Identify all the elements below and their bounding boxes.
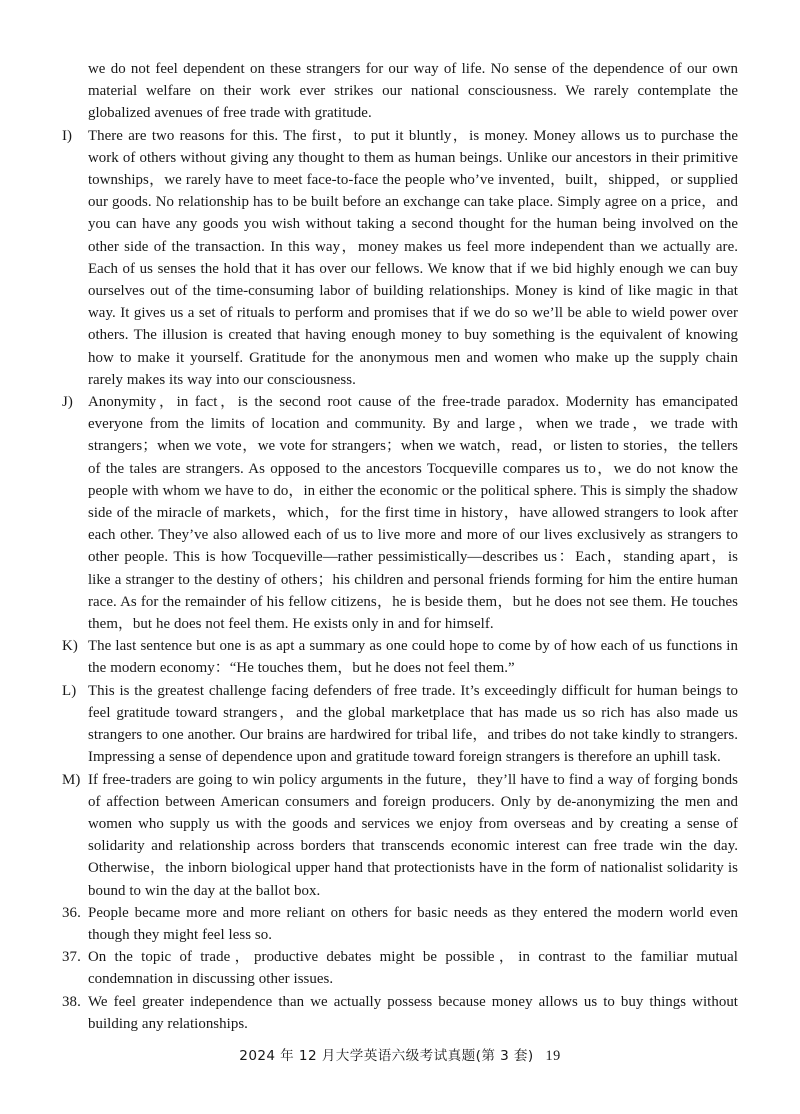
question-text-38: We feel greater independence than we actually possess because money allows us to buy things without building any relationships. [88,993,738,1032]
paragraph-label-i: I) [62,127,73,144]
paragraph-text-j: Anonymity，in fact，is the second root cause of the free-trade paradox. Modernity has emancipated everyone from the limits of location and community. By and large，when we trade，we trade with strangers；when we vote，we vote for strangers；when we watch，read，or listen to stories，the tellers of the tales are strangers. As opposed to the ancestors Tocqueville compares us to，we do not know the people with whom we have to do，in either the economic or the political sphere. This is simply the shadow side of the miracle of markets，which，for the first time in history，have allowed strangers to look after each other. They’ve also allowed each of us to live more and more of our lives exclusively as strangers to other people. This is how Tocqueville—rather pessimistically—describes us：Each，standing apart，is like a stranger to the destiny of others；his children and personal friends forming for him the entire human race. As for the remainder of his fellow citizens，he is beside them，but he does not see them. He touches them，but he does not feel them. He exists only in and for himself. [88,394,738,633]
paragraph-m [62,769,738,902]
question-text-37: On the topic of trade，productive debates might be possible，in contrast to the familiar mutual condemnation in discussing other issues. [88,949,738,988]
footer-page-number: 19 [545,1048,561,1064]
paragraph-continuation [62,58,738,125]
question-number-36: 36. [62,904,81,921]
paragraph-label-k: K) [62,638,78,655]
question-number-38: 38. [62,993,81,1010]
paragraph-label-l: L) [62,682,77,699]
question-item-36 [62,902,738,946]
paragraph-i [62,125,738,391]
paragraph-label-m: M) [62,771,81,788]
paragraph-l [62,680,738,769]
paragraph-text: we do not feel dependent on these strangers for our way of life. No sense of the dependence of our own material welfare on their work ever strikes our national consciousness. We rarely contemplate the globalized avenues of free trade with gratitude. [88,61,738,122]
paragraph-text-i: There are two reasons for this. The first，to put it bluntly，is money. Money allows us to purchase the work of others without giving any thought to them as human beings. Unlike our ancestors in their primitive townships，we rarely have to meet face-to-face the people who’ve invented，built，shipped，or supplied our goods. No relationship has to be built before an exchange can take place. Simply agree on a price，and you can have any goods you wish without taking a second thought for the human being involved on the other side of the transaction. In this way，money makes us feel more independent than we actually are. Each of us senses the hold that it has over our fellows. We know that if we bid highly enough we can buy ourselves out of the time-consuming labor of building relationships. Money is kind of like magic in that way. It gives us a set of rituals to perform and promises that if we do so we’ll be able to wield power over others. The illusion is created that having enough money to buy something is the equivalent of knowing how to make it yourself. Gratitude for the anonymous men and women who make up the supply chain rarely makes its way into our consciousness. [88,127,738,388]
paragraph-text-l: This is the greatest challenge facing defenders of free trade. It’s exceedingly difficult for human beings to feel gratitude toward strangers，and the global marketplace that has made us so rich has also made us strangers to one another. Our brains are hardwired for tribal life，and tribes do not take kindly to strangers. Impressing a sense of dependence upon and gratitude toward foreign strangers is therefore an uphill task. [88,682,738,766]
question-item-38 [62,991,738,1035]
question-item-37 [62,946,738,990]
question-number-37: 37. [62,949,81,966]
document-body [62,58,738,1035]
paragraph-k [62,635,738,679]
question-text-36: People became more and more reliant on others for basic needs as they entered the modern world even though they might feel less so. [88,904,738,943]
paragraph-j [62,391,738,635]
paragraph-text-m: If free-traders are going to win policy arguments in the future，they’ll have to find a way of forging bonds of affection between American consumers and foreign producers. Only by de-anonymizing the men and women who supply us with the goods and services we enjoy from overseas and by creating a sense of solidarity and relationship across borders that transcends economic interest can free trade win the day. Otherwise，the inborn biological upper hand that protectionists have in the form of nationalist solidarity is bound to win the day at the ballot box. [88,771,738,899]
paragraph-text-k: The last sentence but one is as apt a summary as one could hope to come by of how each of us functions in the modern economy：“He touches them，but he does not feel them.” [88,638,738,677]
footer-source-text: 2024 年 12 月大学英语六级考试真题(第 3 套) [239,1048,534,1064]
page-footer [0,1046,800,1066]
paragraph-label-j: J) [62,394,73,411]
